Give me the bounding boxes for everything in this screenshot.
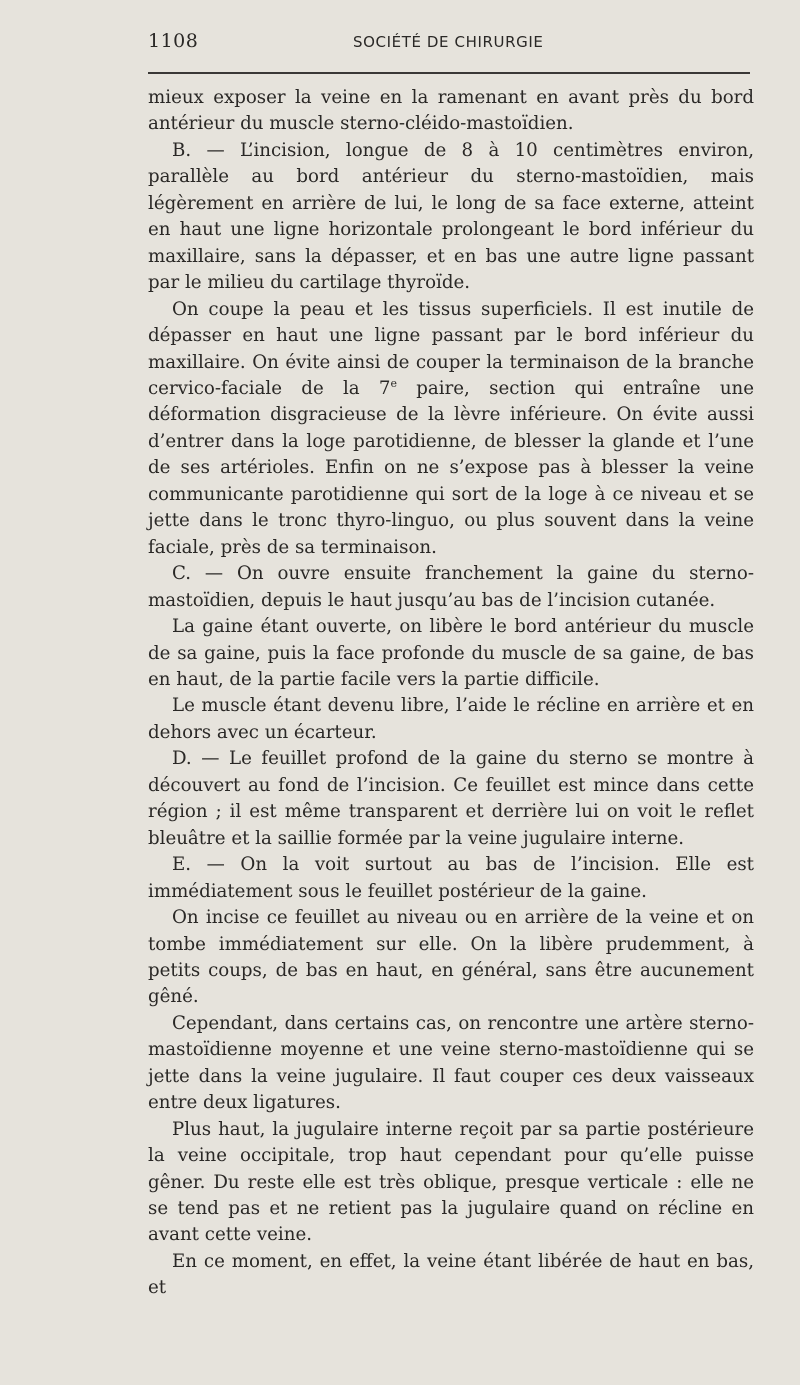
paragraph: mieux exposer la veine en la ramenant en avant près du bord antérieur du muscle sterno-cléido-mastoïdien. [148,87,754,135]
paragraph: B. — L’incision, longue de 8 à 10 centimètres environ, parallèle au bord antérieur du sterno-mastoïdien, mais légèrement en arrière de lui, le long de sa face externe, atteint en haut une ligne horizontale prolongeant le bord inférieur du maxillaire, sans la dépasser, et en bas une autre ligne passant par le milieu du cartilage thyroïde. [148,139,754,294]
paragraph: Le muscle étant devenu libre, l’aide le récline en arrière et en dehors avec un écarteur. [148,695,754,743]
page-header [148,30,758,60]
page-number: 1108 [148,30,199,52]
superscript: e [390,376,398,390]
paragraph: En ce moment, en effet, la veine étant libérée de haut en bas, et [148,1250,754,1299]
paragraph: On incise ce feuillet au niveau ou en arrière de la veine et on tombe immédiatement sur elle. On la libère prudemment, à petits coups, de bas en haut, en général, sans être aucunement gêné. [148,907,754,1008]
body-text [148,85,754,1302]
paragraph: La gaine étant ouverte, on libère le bord antérieur du muscle de sa gaine, puis la face profonde du muscle de sa gaine, de bas en haut, de la partie facile vers la partie difficile. [148,616,754,690]
paragraph: On coupe la peau et les tissus superficiels. Il est inutile de dépasser en haut une ligne passant par le bord inférieur du maxillaire. On évite ainsi de couper la terminaison de la branche cervico-faciale de la 7e paire, section qui entraîne une déformation disgracieuse de la lèvre inférieure. On évite aussi d’entrer dans la loge parotidienne, de blesser la glande et l’une de ses artérioles. Enfin on ne s’expose pas à blesser la veine communicante parotidienne qui sort de la loge à ce niveau et se jette dans le tronc thyro-linguo, ou plus souvent dans la veine faciale, près de sa terminaison. [148,298,755,558]
paragraph: Cependant, dans certains cas, on rencontre une artère sterno-mastoïdienne moyenne et une veine sterno-mastoïdienne qui se jette dans la veine jugulaire. Il faut couper ces deux vaisseaux entre deux ligatures. [148,1012,754,1114]
header-rule [148,72,750,74]
paragraph: D. — Le feuillet profond de la gaine du sterno se montre à découvert au fond de l’incision. Ce feuillet est mince dans cette région ; il est même transparent et derrière lui on voit le reflet bleuâtre et la saillie formée par la veine jugulaire interne. [148,748,754,849]
paragraph: C. — On ouvre ensuite franchement la gaine du sterno-mastoïdien, depuis le haut jusqu’au bas de l’incision cutanée. [148,563,754,611]
running-title: SOCIÉTÉ DE CHIRURGIE [353,33,544,51]
paragraph: Plus haut, la jugulaire interne reçoit par sa partie postérieure la veine occipitale, trop haut cependant pour qu’elle puisse gêner. Du reste elle est très oblique, presque verticale : elle ne se tend pas et ne retient pas la jugulaire quand on récline en avant cette veine. [148,1118,754,1246]
paragraph: E. — On la voit surtout au bas de l’incision. Elle est immédiatement sous le feuillet postérieur de la gaine. [148,854,754,902]
